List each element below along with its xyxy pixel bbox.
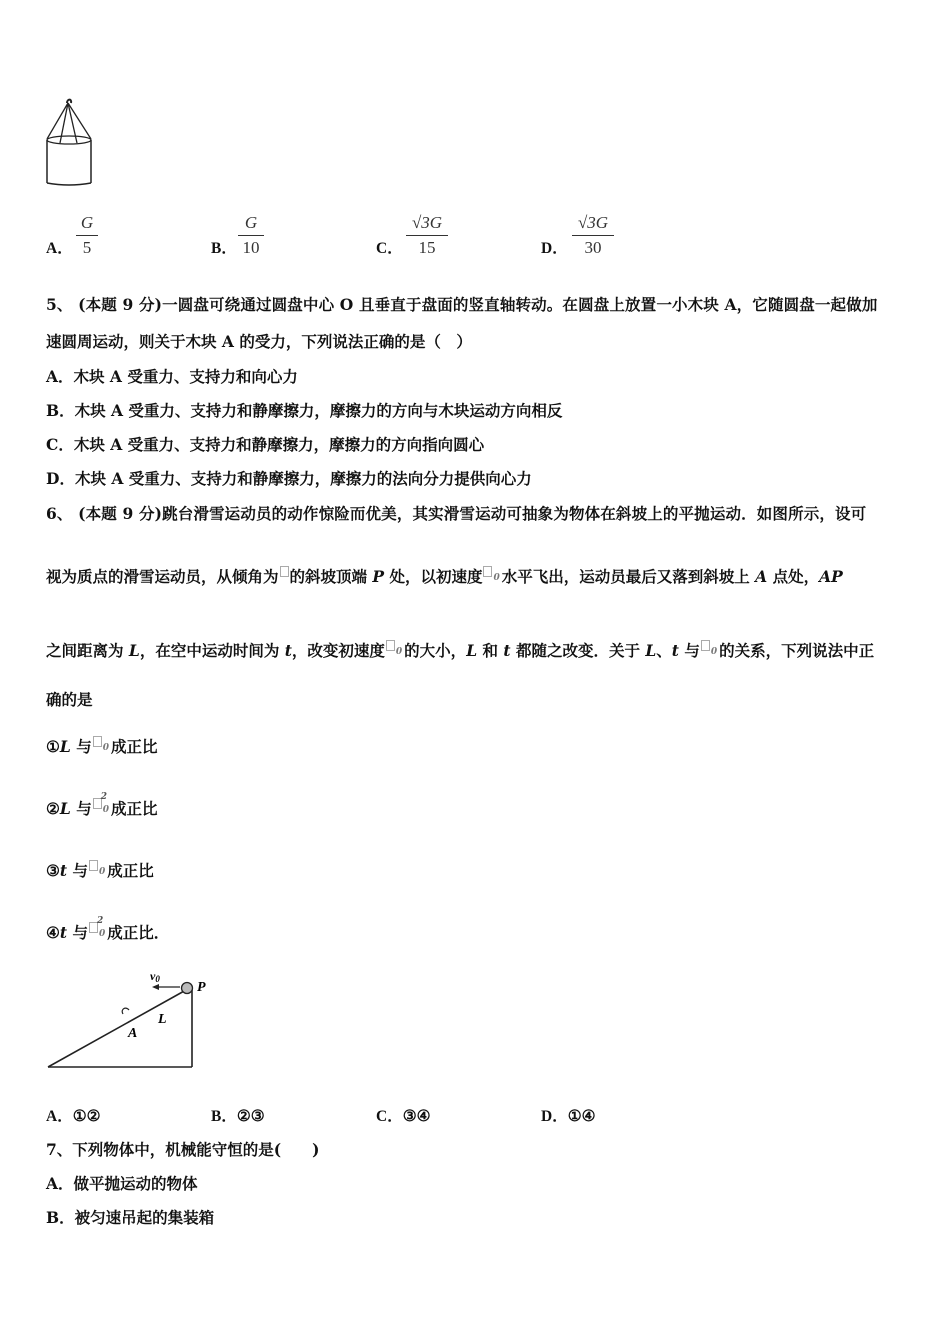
theta-placeholder [280,566,289,577]
distance-l-label: L [158,1012,167,1027]
q7-option-a: A．做平抛运动的物体 [46,1174,198,1193]
hanging-basket-figure [40,95,100,190]
q5-option-b: B．木块 A 受重力、支持力和静摩擦力，摩擦力的方向与木块运动方向相反 [46,401,563,420]
q5-option-c: C．木块 A 受重力、支持力和静摩擦力，摩擦力的方向指向圆心 [46,435,485,454]
q6-stem-line2: 视为质点的滑雪运动员，从倾角为 的斜坡顶端 P 处，以初速度 $^0$ 水平飞出，运动员最后又落到斜坡上 A 点处，AP [46,567,843,586]
q6-option-a: A．①② [46,1106,101,1125]
q6-stem-line1: 6、 (本题 9 分)跳台滑雪运动员的动作惊险而优美，其实滑雪运动可抽象为物体在斜坡上的平抛运动．如图所示，设可 [46,504,867,523]
v0-placeholder [701,640,710,651]
q6-statement-2: ②L 与 2 $^0$ 成正比 [46,792,158,818]
q5-stem-line1: 5、 (本题 9 分)一圆盘可绕通过圆盘中心 O 且垂直于盘面的竖直轴转动。在圆盘上放置一小木块 A，它随圆盘一起做加 [46,295,878,314]
q4-option-d-label: D． [541,240,568,257]
v0-placeholder [483,566,492,577]
q5-option-d: D．木块 A 受重力、支持力和静摩擦力，摩擦力的法向分力提供向心力 [46,469,532,488]
point-a-label: A [128,1026,138,1041]
q4-option-b-label: B． [211,240,237,257]
q6-stem-line3: 之间距离为 L，在空中运动时间为 t，改变初速度 $^0$ 的大小，L 和 t 都随之改变．关于 L、t 与 $^0$ 的关系，下列说法中正 [46,641,875,660]
q6-option-c: C．③④ [376,1106,431,1125]
q4-option-a-fraction: G 5 [76,212,98,259]
q4-option-a-label: A． [46,240,73,257]
q4-option-b-fraction: G 10 [238,212,264,259]
v0-placeholder [386,640,395,651]
q6-option-b: B．②③ [211,1106,265,1125]
q6-statement-1: ①L 与 $^0$ 成正比 [46,737,158,756]
slope-figure [40,962,220,1074]
q6-option-d: D．①④ [541,1106,596,1125]
v0-label: v0 [150,969,160,984]
q6-statement-4: ④t 与 2 $^0$ 成正比． [46,916,170,942]
q5-stem-line2: 速圆周运动，则关于木块 A 的受力，下列说法正确的是（ ） [46,332,472,351]
q7-option-b: B．被匀速吊起的集装箱 [46,1208,215,1227]
q6-stem-line4: 确的是 [46,690,93,709]
q6-statement-3: ③t 与 $^0$ 成正比 [46,861,154,880]
point-p-label: P [197,980,206,995]
q4-option-c-fraction: √3G 15 [406,212,448,259]
q7-stem: 7、下列物体中，机械能守恒的是( ) [46,1140,320,1159]
q5-option-a: A．木块 A 受重力、支持力和向心力 [46,367,298,386]
q4-option-d-fraction: √3G 30 [572,212,614,259]
q4-option-c-label: C． [376,240,403,257]
